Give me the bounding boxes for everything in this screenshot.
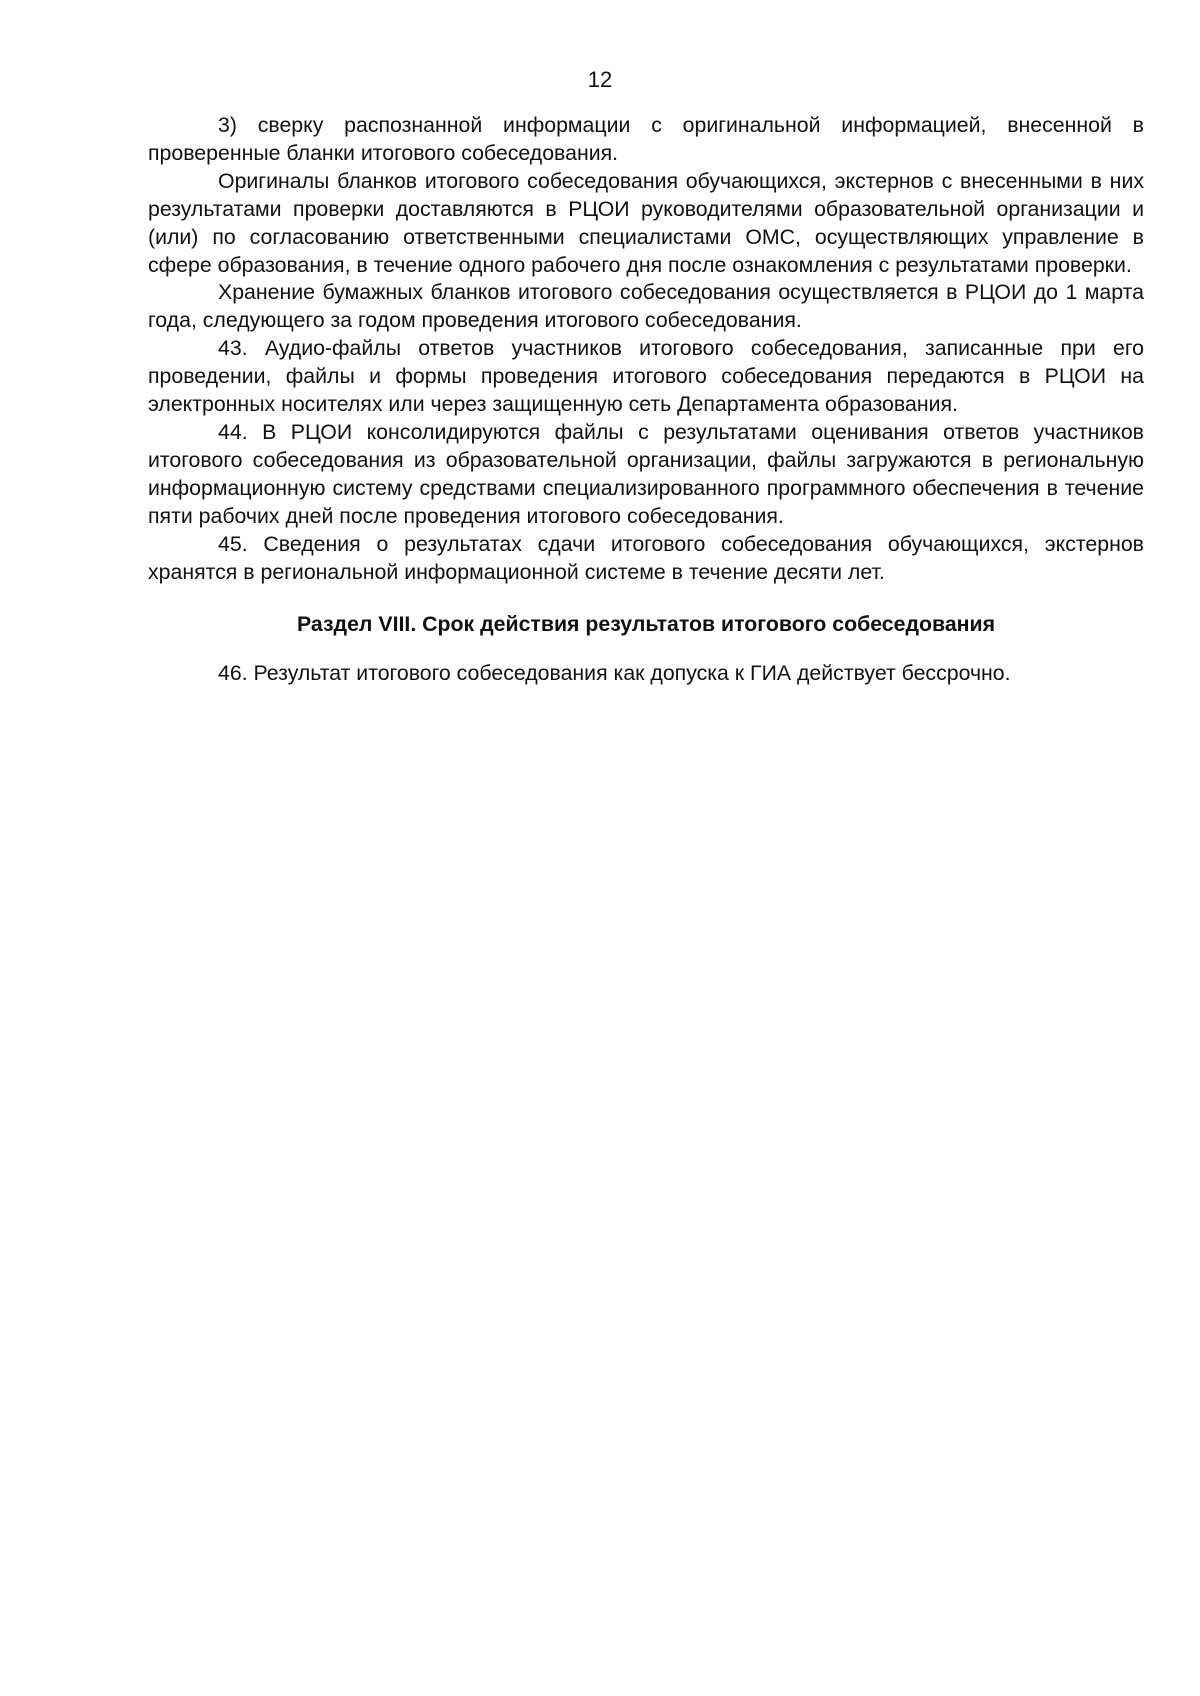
document-body (148, 112, 1144, 688)
section-heading: Раздел VIII. Срок действия результатов итогового собеседования (296, 612, 996, 637)
paragraph: Хранение бумажных бланков итогового собеседования осуществляется в РЦОИ до 1 марта года, следующего за годом проведения итогового собеседования. (148, 280, 1144, 333)
paragraph: 3) сверку распознанной информации с оригинальной информацией, внесенной в проверенные бланки итогового собеседования. (148, 113, 1144, 165)
paragraph: Оригиналы бланков итогового собеседования обучающихся, экстернов с внесенными в них результатами проверки доставляются в РЦОИ руководителями образовательной организации и (или) по согласованию ответственными специалистами ОМС, осуществляющих управление в сфере образования, в течение одного рабочего дня после ознакомления с результатами проверки. (148, 168, 1144, 277)
paragraph: 44. В РЦОИ консолидируются файлы с результатами оценивания ответов участников итогового собеседования из образовательной организации, файлы загружаются в региональную информационную систему средствами специализированного программного обеспечения в течение пяти рабочих дней после проведения итогового собеседования. (148, 419, 1144, 528)
paragraph: 45. Сведения о результатах сдачи итогового собеседования обучающихся, экстернов хранятся в региональной информационной системе в течение десяти лет. (148, 531, 1144, 584)
paragraph: 43. Аудио-файлы ответов участников итогового собеседования, записанные при его проведении, файлы и формы проведения итогового собеседования передаются в РЦОИ на электронных носителях или через защищенную сеть Департамента образования. (148, 336, 1144, 417)
paragraph: 46. Результат итогового собеседования как допуска к ГИА действует бессрочно. (218, 661, 1011, 686)
page-number: 12 (587, 67, 613, 92)
